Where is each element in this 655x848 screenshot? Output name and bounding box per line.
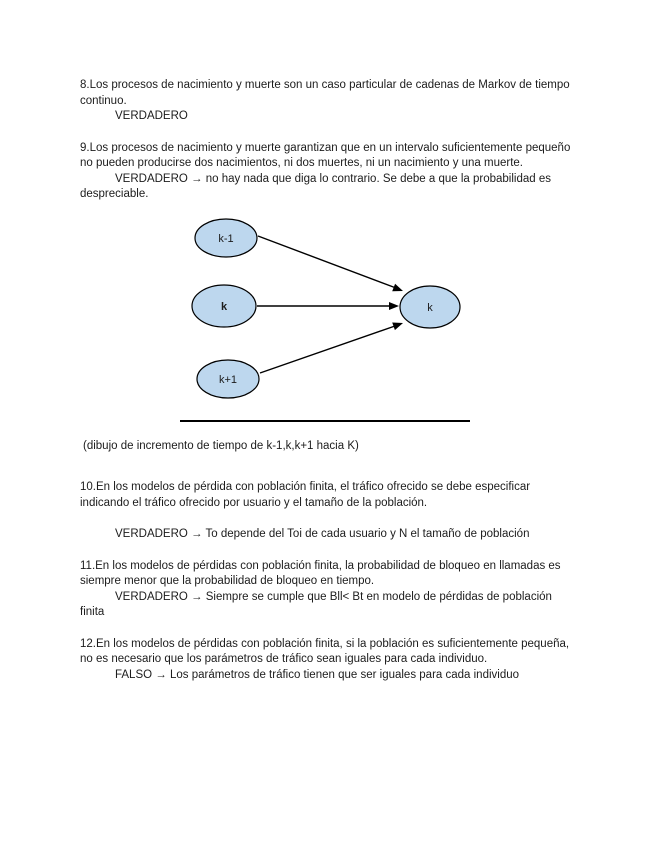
question-11: 11.En los modelos de pérdidas con población finita, la probabilidad de bloqueo en llamadas es siempre menor que la probabilidad de bloqueo en tiempo.: [80, 559, 561, 587]
diagram-caption: (dibujo de incremento de tiempo de k-1,k,k+1 hacia K): [83, 439, 359, 452]
arrowhead-k-to-k: [389, 302, 399, 310]
node-k-minus-1-label: k-1: [218, 232, 234, 245]
question-10: 10.En los modelos de pérdida con población finita, el tráfico ofrecido se debe especificar indicando el tráfico ofrecido por usuario y el tamaño de la población.: [80, 481, 531, 509]
answer-10: VERDADERO → To depende del Toi de cada usuario y N el tamaño de población: [115, 528, 530, 540]
node-k-right-label: k: [427, 301, 433, 314]
arrow-k-plus-1-to-k: [260, 326, 395, 373]
birth-death-diagram: [100, 213, 520, 429]
answer-11: VERDADERO → Siempre se cumple que Bll< Bt en modelo de pérdidas de población finita: [80, 590, 552, 618]
arrowhead-k-minus-1-to-k: [392, 283, 403, 291]
arrowhead-k-plus-1-to-k: [392, 322, 403, 330]
node-k-left-label: k: [220, 300, 228, 313]
answer-8: VERDADERO: [115, 110, 188, 122]
question-8: 8.Los procesos de nacimiento y muerte son un caso particular de cadenas de Markov de tiempo continuo.: [80, 79, 570, 107]
answer-12: FALSO → Los parámetros de tráfico tienen que ser iguales para cada individuo: [115, 668, 520, 681]
arrow-k-minus-1-to-k: [258, 236, 396, 288]
node-k-plus-1-label: k+1: [218, 373, 238, 386]
answer-9: VERDADERO → no hay nada que diga lo contrario. Se debe a que la probabilidad es despreciable.: [80, 172, 551, 200]
question-12: 12.En los modelos de pérdidas con población finita, si la población es suficientemente pequeña, no es necesario que los parámetros de tráfico sean iguales para cada individuo.: [80, 637, 570, 665]
question-9: 9.Los procesos de nacimiento y muerte garantizan que en un intervalo suficientemente pequeño no pueden producirse dos nacimientos, ni dos muertes, ni un nacimiento y una muerte.: [80, 141, 571, 169]
birth-death-diagram-svg: [100, 213, 520, 429]
